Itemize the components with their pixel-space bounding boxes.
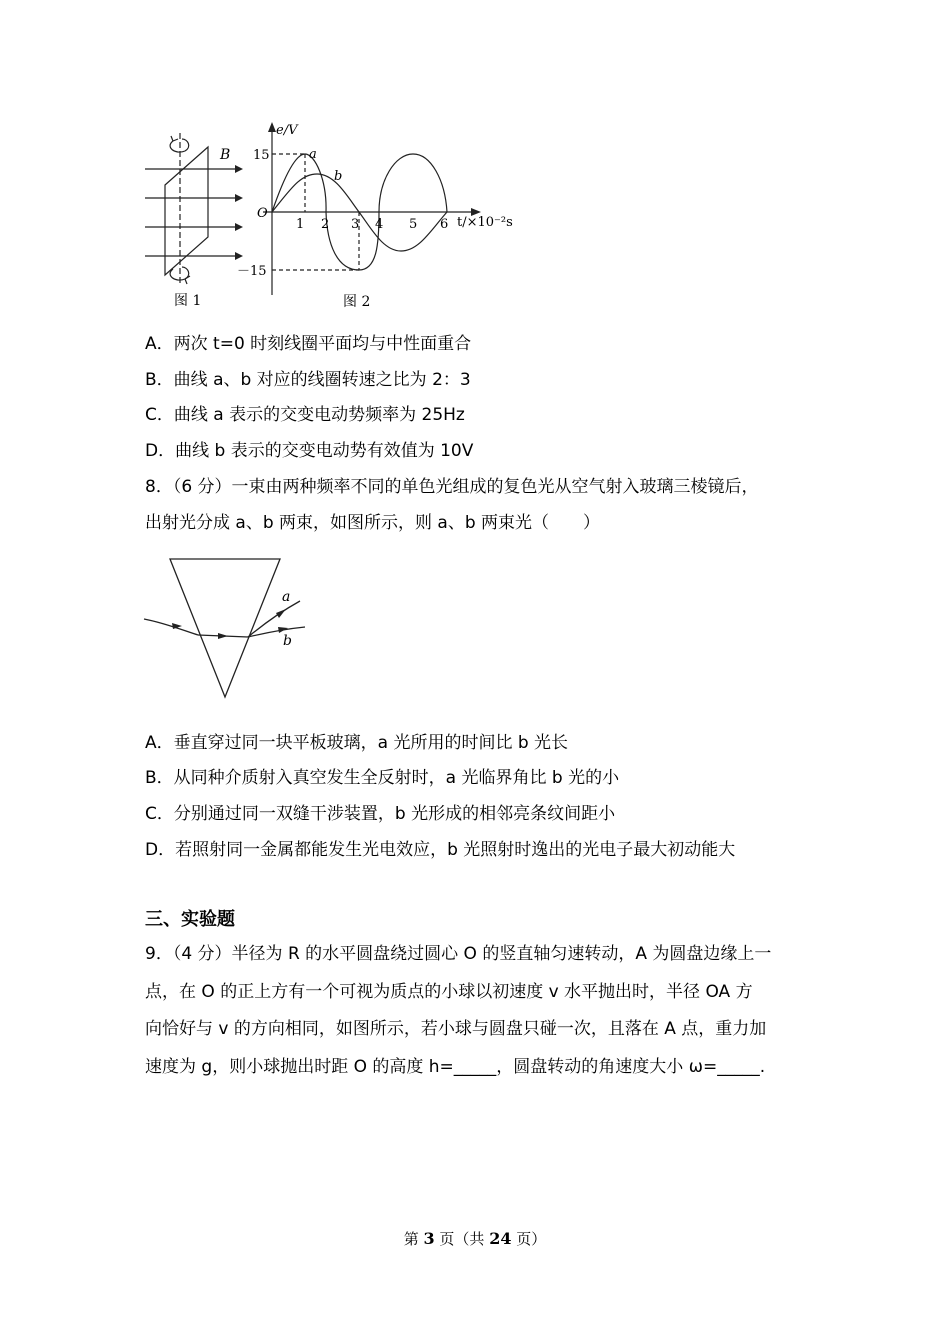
figure-prism	[140, 553, 315, 703]
y-tick-top: 15	[253, 148, 270, 163]
x-axis-label: t/×10⁻²s	[457, 215, 513, 230]
q8-option-a: A．垂直穿过同一块平板玻璃，a 光所用的时间比 b 光长	[145, 733, 569, 753]
figure-2-graph	[235, 120, 525, 315]
q9-line-4: 速度为 g，则小球抛出时距 O 的高度 h=_____，圆盘转动的角速度大小 ω=_____.	[145, 1057, 766, 1077]
footer-prefix: 第	[403, 1230, 419, 1248]
curve-b-label: b	[334, 169, 343, 184]
x-tick-4: 4	[375, 217, 384, 232]
x-tick-1: 1	[296, 217, 305, 232]
figure-1-coil	[140, 125, 250, 310]
origin-label: O	[257, 206, 268, 221]
q8-stem-line-2: 出射光分成 a、b 两束，如图所示，则 a、b 两束光（ ）	[145, 513, 601, 533]
q8-option-d: D．若照射同一金属都能发生光电效应，b 光照射时逸出的光电子最大初动能大	[145, 840, 736, 860]
section-3-heading: 三、实验题	[145, 909, 235, 930]
figure-1-caption: 图 1	[174, 293, 202, 309]
footer-page-number: 3	[423, 1229, 435, 1248]
page-footer	[0, 1228, 950, 1249]
x-tick-5: 5	[409, 217, 418, 232]
q7-option-a: A．两次 t=0 时刻线圈平面均与中性面重合	[145, 334, 472, 354]
footer-total-pages: 24	[489, 1229, 512, 1248]
x-tick-6: 6	[440, 217, 449, 232]
ray-b-label: b	[283, 633, 292, 649]
footer-suffix: 页）	[516, 1230, 547, 1248]
q8-option-b: B．从同种介质射入真空发生全反射时，a 光临界角比 b 光的小	[145, 768, 620, 788]
footer-middle: 页（共	[439, 1230, 485, 1248]
ray-a-label: a	[282, 589, 291, 605]
q9-line-1: 9．（4 分）半径为 R 的水平圆盘绕过圆心 O 的竖直轴匀速转动，A 为圆盘边缘上一	[145, 944, 772, 964]
q7-option-b: B．曲线 a、b 对应的线圈转速之比为 2：3	[145, 370, 471, 390]
curve-a-label: a	[309, 147, 317, 162]
field-b-label: B	[220, 147, 231, 163]
q8-option-c: C．分别通过同一双缝干涉装置，b 光形成的相邻亮条纹间距小	[145, 804, 616, 824]
y-tick-bottom: －15	[237, 264, 267, 279]
q8-stem-line-1: 8．（6 分）一束由两种频率不同的单色光组成的复色光从空气射入玻璃三棱镜后，	[145, 477, 759, 497]
q9-line-2: 点，在 O 的正上方有一个可视为质点的小球以初速度 v 水平抛出时，半径 OA 方	[145, 982, 753, 1002]
x-tick-2: 2	[321, 217, 330, 232]
q7-option-d: D．曲线 b 表示的交变电动势有效值为 10V	[145, 441, 474, 461]
q9-line-3: 向恰好与 v 的方向相同，如图所示，若小球与圆盘只碰一次，且落在 A 点，重力加	[145, 1019, 767, 1039]
figure-2-caption: 图 2	[343, 294, 371, 310]
x-tick-3: 3	[351, 217, 360, 232]
y-axis-label: e/V	[276, 123, 298, 138]
q7-option-c: C．曲线 a 表示的交变电动势频率为 25Hz	[145, 405, 465, 425]
